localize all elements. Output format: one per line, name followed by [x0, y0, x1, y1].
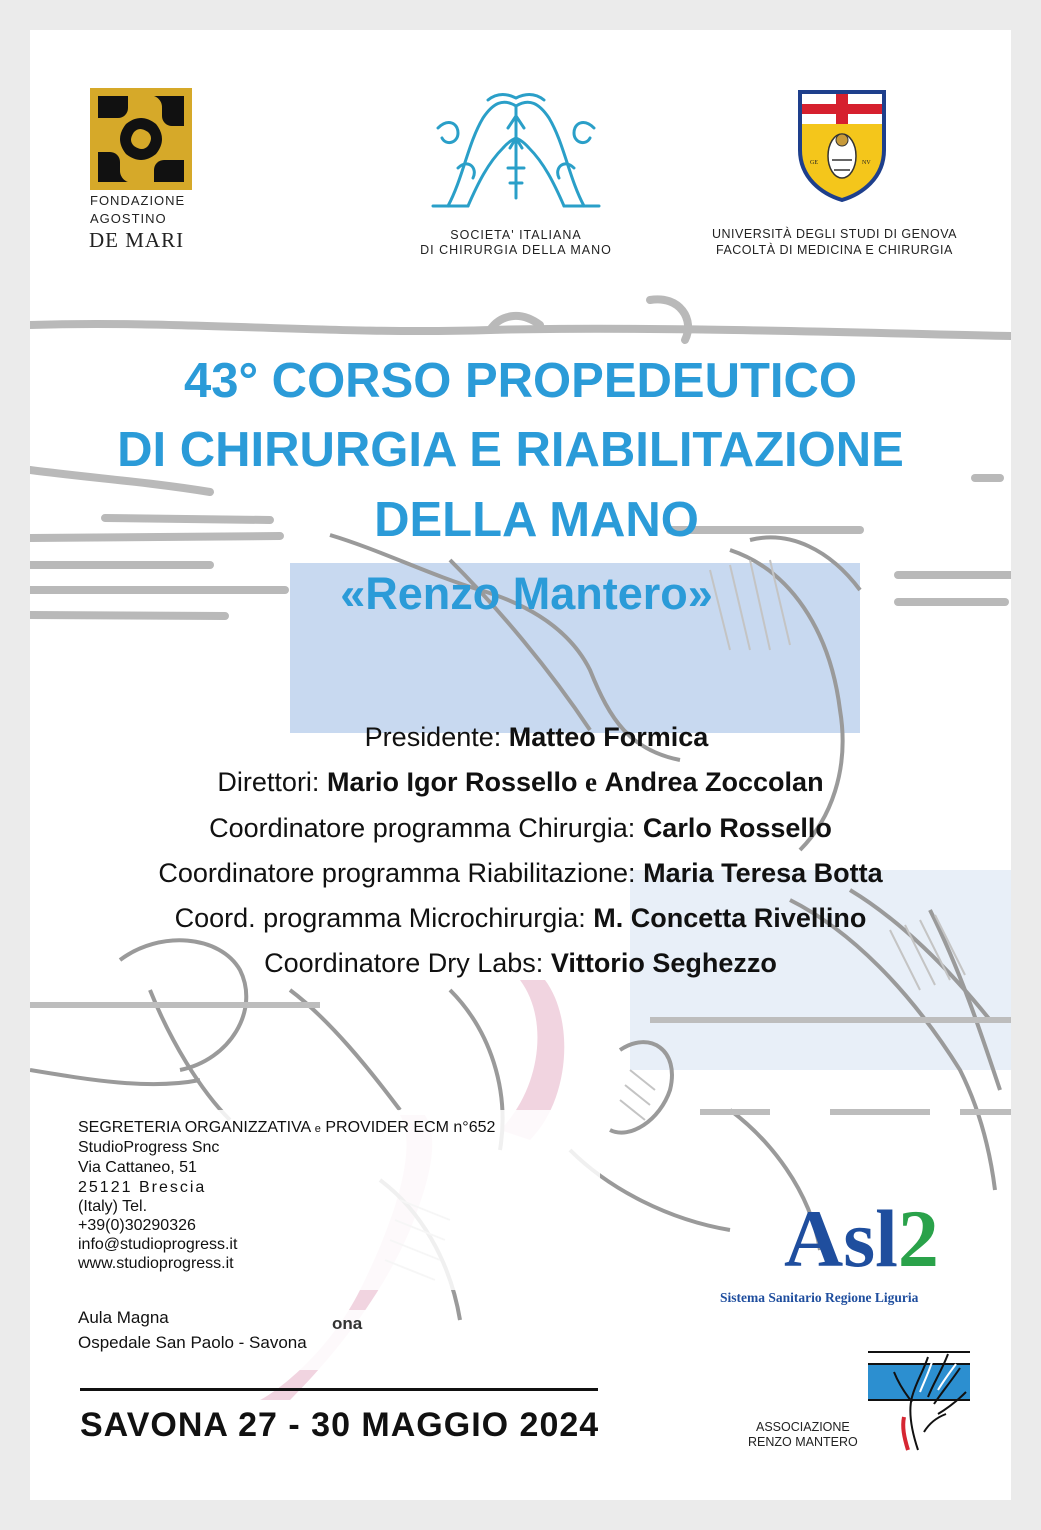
- coord-rehab-role: Coordinatore programma Riabilitazione:: [158, 858, 636, 888]
- coord-drylabs-line: [30, 948, 1011, 979]
- secretariat-street: Via Cattaneo, 51: [78, 1159, 197, 1176]
- asl2-number: 2: [897, 1193, 939, 1284]
- title-line2: DI CHIRURGIA E RIABILITAZIONE: [117, 423, 904, 477]
- director-name-2: Andrea Zoccolan: [604, 767, 824, 797]
- coord-surgery-name: Carlo Rossello: [642, 813, 832, 843]
- asl2-subtitle: Sistema Sanitario Regione Liguria: [720, 1290, 919, 1305]
- coord-surgery-line: [30, 813, 1011, 844]
- president-line: [46, 722, 1011, 753]
- secretariat-email[interactable]: info@studioprogress.it: [78, 1236, 238, 1253]
- asl2-name: Asl: [784, 1193, 898, 1284]
- secretariat-website[interactable]: www.studioprogress.it: [78, 1255, 234, 1272]
- president-role: Presidente:: [364, 722, 502, 752]
- divider-line: [80, 1388, 598, 1391]
- fondazione-line2: AGOSTINO: [90, 211, 167, 226]
- unige-line1: UNIVERSITÀ DEGLI STUDI DI GENOVA: [712, 227, 957, 241]
- secretariat-heading: [78, 1118, 495, 1140]
- unige-line2: FACOLTÀ DI MEDICINA E CHIRURGIA: [716, 243, 953, 257]
- secretariat-heading-a: SEGRETERIA ORGANIZZATIVA: [78, 1119, 311, 1136]
- coord-micro-name: M. Concetta Rivellino: [593, 903, 867, 933]
- title-line3: DELLA MANO: [374, 493, 699, 547]
- association-line1: ASSOCIAZIONE: [756, 1420, 850, 1434]
- sicm-monogram-logo: [428, 88, 604, 214]
- directors-role: Direttori:: [217, 767, 320, 797]
- title-line1: 43° CORSO PROPEDEUTICO: [183, 354, 858, 408]
- venue-line1: Aula Magna: [78, 1308, 169, 1327]
- university-shield-logo: [798, 90, 886, 202]
- coord-rehab-name: Maria Teresa Botta: [643, 858, 883, 888]
- secretariat-city: 25121 Brescia: [78, 1179, 207, 1196]
- asl2-logo: [784, 1194, 939, 1284]
- fondazione-line3: DE MARI: [89, 228, 185, 252]
- president-name: Matteo Formica: [508, 722, 709, 752]
- coord-micro-line: [30, 903, 1011, 934]
- secretariat-heading-b: PROVIDER ECM n°652: [325, 1119, 496, 1136]
- venue-ghost-text: ona: [332, 1314, 363, 1333]
- hand-xray-logo: [868, 1342, 970, 1452]
- secretariat-heading-e: e: [314, 1123, 321, 1135]
- secretariat-phone[interactable]: +39(0)30290326: [78, 1217, 196, 1234]
- svg-text:GE: GE: [810, 160, 818, 166]
- coord-drylabs-role: Coordinatore Dry Labs:: [264, 948, 544, 978]
- venue-line2: Ospedale San Paolo - Savona: [78, 1333, 307, 1352]
- title-line4: «Renzo Mantero»: [340, 568, 713, 619]
- fondazione-line1: FONDAZIONE: [90, 193, 186, 208]
- poster: [30, 30, 1011, 1500]
- fondazione-de-mari-logo: [90, 88, 192, 190]
- directors-conj: e: [585, 767, 597, 797]
- svg-text:NV: NV: [862, 160, 871, 166]
- secretariat-country: (Italy) Tel.: [78, 1198, 148, 1215]
- coord-drylabs-name: Vittorio Seghezzo: [550, 948, 777, 978]
- association-line2: RENZO MANTERO: [748, 1435, 858, 1449]
- coord-micro-role: Coord. programma Microchirurgia:: [174, 903, 586, 933]
- sicm-line2: DI CHIRURGIA DELLA MANO: [420, 243, 612, 257]
- coord-surgery-role: Coordinatore programma Chirurgia:: [209, 813, 636, 843]
- director-name-1: Mario Igor Rossello: [326, 767, 578, 797]
- event-dates: SAVONA 27 - 30 MAGGIO 2024: [80, 1406, 600, 1444]
- directors-line: [30, 767, 1011, 798]
- secretariat-company: StudioProgress Snc: [78, 1139, 220, 1156]
- coord-rehab-line: [30, 858, 1011, 889]
- sicm-line1: SOCIETA' ITALIANA: [450, 228, 582, 242]
